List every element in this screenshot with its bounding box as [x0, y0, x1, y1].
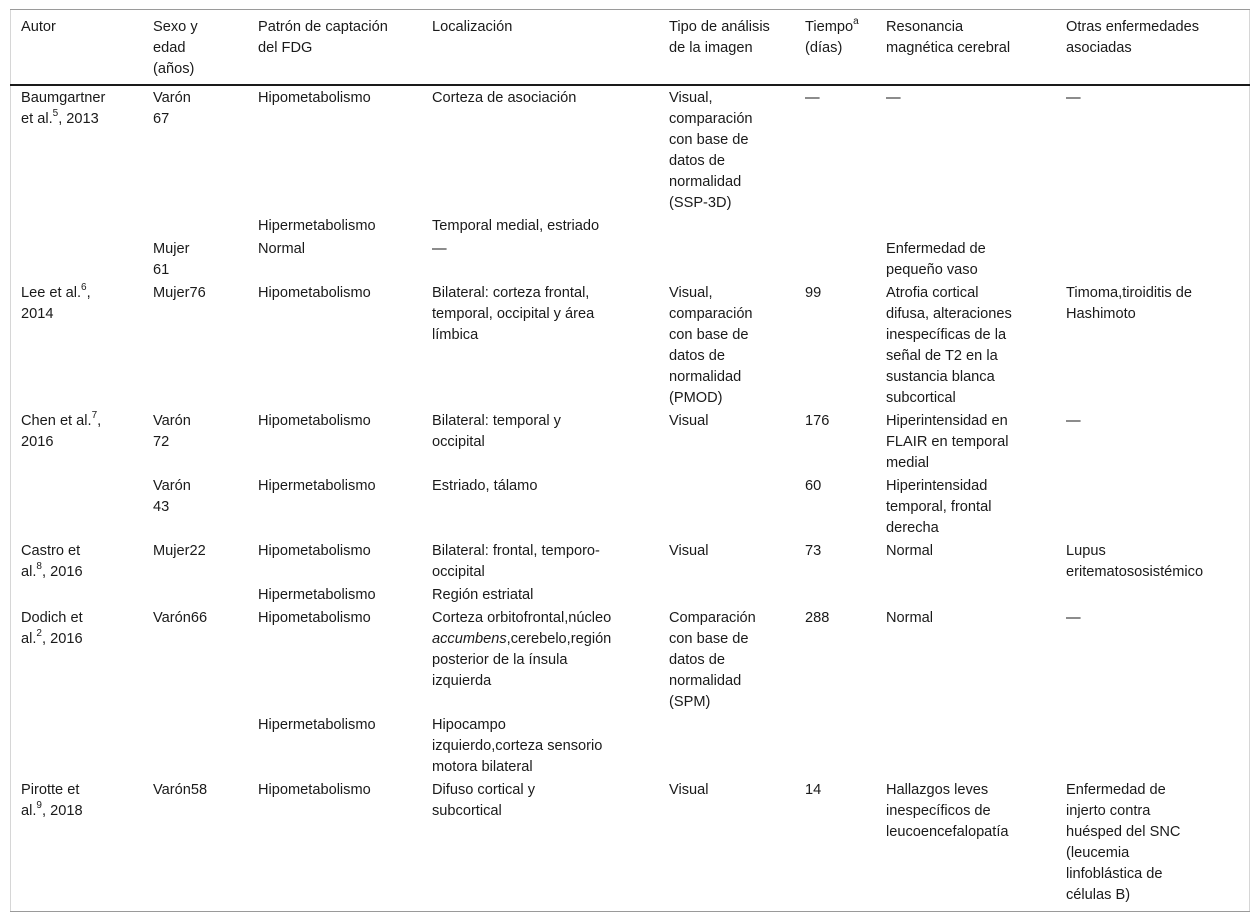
cell-otras-lee: Timoma,tiroiditis de Hashimoto: [1066, 285, 1192, 322]
cell-tipo-castro: Visual: [669, 543, 709, 559]
cell-sexo-baumgartner-2: Mujer 61: [153, 241, 190, 278]
header-localizacion: Localización: [432, 19, 513, 35]
cell-patron-chen-2: Hipermetabolismo: [258, 478, 376, 494]
cell-otras-chen: —: [1066, 413, 1081, 429]
cell-sexo-baumgartner-1: Varón 67: [153, 90, 191, 127]
cell-sexo-dodich: Varón66: [153, 610, 208, 626]
cell-autor-dodich: Dodich et al.$^2$, 2016: [21, 610, 83, 647]
cell-rm-castro: Normal: [886, 543, 934, 559]
cell-tipo-dodich: Comparación con base de datos de normalidad (SPM): [669, 610, 756, 710]
cell-autor-chen: Chen et al.$^7$, 2016: [21, 410, 102, 450]
cell-rm-chen-1: Hiperintensidad en FLAIR en temporal medial: [886, 413, 1009, 471]
cell-patron-castro-1: Hipometabolismo: [258, 543, 371, 559]
header-otras: Otras enfermedades asociadas: [1066, 19, 1200, 56]
cell-loc-baumgartner-3: —: [432, 241, 447, 257]
cell-patron-chen-1: Hipometabolismo: [258, 413, 371, 429]
cell-patron-baumgartner-1: Hipometabolismo: [258, 90, 371, 106]
table: [10, 0, 1250, 924]
cell-loc-baumgartner-2: Temporal medial, estriado: [432, 218, 600, 234]
cell-sexo-castro: Mujer22: [153, 543, 206, 559]
cell-otras-castro: Lupus eritematososistémico: [1066, 543, 1204, 580]
cell-patron-lee: Hipometabolismo: [258, 285, 371, 301]
cell-rm-lee: Atrofia cortical difusa, alteraciones inespecíficas de la señal de T2 en la sustancia blanca subcortical: [886, 285, 1012, 406]
cell-sexo-pirotte: Varón58: [153, 782, 208, 798]
header-resonancia: Resonancia magnética cerebral: [886, 19, 1011, 56]
cell-tipo-baumgartner: Visual, comparación con base de datos de normalidad (SSP-3D): [669, 90, 753, 211]
header-tiempo: Tiempo$^a$ (días): [805, 16, 859, 56]
table-bottom-rule: [10, 911, 1250, 912]
cell-tipo-pirotte: Visual: [669, 782, 709, 798]
cell-loc-baumgartner-1: Corteza de asociación: [432, 90, 577, 106]
cell-otras-dodich: —: [1066, 610, 1081, 626]
cell-loc-dodich-2: Hipocampo izquierdo,corteza sensorio motora bilateral: [432, 717, 603, 775]
cell-loc-castro-2: Región estriatal: [432, 587, 534, 603]
header-tipo-analisis: Tipo de análisis de la imagen: [669, 19, 770, 56]
cell-rm-baumgartner-3: Enfermedad de pequeño vaso: [886, 241, 986, 278]
cell-tiempo-baumgartner: —: [805, 90, 820, 106]
cell-otras-baumgartner: —: [1066, 90, 1081, 106]
cell-autor-baumgartner: Baumgartner et al.$^5$, 2013: [21, 90, 106, 127]
table-header-rule: [10, 84, 1250, 86]
cell-rm-chen-2: Hiperintensidad temporal, frontal derecha: [886, 478, 992, 536]
cell-patron-baumgartner-2: Hipermetabolismo: [258, 218, 376, 234]
cell-tipo-chen: Visual: [669, 413, 709, 429]
cell-tiempo-pirotte: 14: [805, 782, 822, 798]
header-patron: Patrón de captación del FDG: [258, 19, 388, 56]
header-autor: Autor: [21, 19, 56, 35]
cell-tiempo-chen-2: 60: [805, 478, 822, 494]
cell-loc-lee: Bilateral: corteza frontal, temporal, occipital y área límbica: [432, 285, 595, 343]
cell-loc-dodich-1: Corteza orbitofrontal,núcleo accumbens,cerebelo,región posterior de la ínsula izquierda: [432, 610, 612, 689]
cell-sexo-chen-1: Varón 72: [153, 413, 191, 450]
cell-patron-baumgartner-3: Normal: [258, 241, 306, 257]
cell-tiempo-chen-1: 176: [805, 413, 830, 429]
cell-tiempo-lee: 99: [805, 285, 822, 301]
cell-tipo-lee: Visual, comparación con base de datos de normalidad (PMOD): [669, 285, 753, 406]
cell-loc-castro-1: Bilateral: frontal, temporo- occipital: [432, 543, 600, 580]
table-top-rule: [10, 9, 1250, 10]
cell-autor-lee: Lee et al.$^6$, 2014: [21, 282, 91, 322]
table-border-right: [1249, 9, 1250, 912]
cell-patron-dodich-2: Hipermetabolismo: [258, 717, 376, 733]
cell-tiempo-dodich: 288: [805, 610, 830, 626]
cell-rm-dodich: Normal: [886, 610, 934, 626]
table-border-left: [10, 9, 11, 912]
cell-autor-pirotte: Pirotte et al.$^9$, 2018: [21, 782, 83, 819]
cell-sexo-lee: Mujer76: [153, 285, 206, 301]
cell-patron-pirotte: Hipometabolismo: [258, 782, 371, 798]
cell-loc-pirotte: Difuso cortical y subcortical: [432, 782, 535, 819]
cell-rm-baumgartner: —: [886, 90, 901, 106]
cell-patron-castro-2: Hipermetabolismo: [258, 587, 376, 603]
header-sexo-edad: Sexo y edad (años): [153, 19, 198, 77]
cell-sexo-chen-2: Varón 43: [153, 478, 191, 515]
cell-otras-pirotte: Enfermedad de injerto contra huésped del SNC (leucemia linfoblástica de células B): [1066, 782, 1181, 903]
cell-autor-castro: Castro et al.$^8$, 2016: [21, 543, 83, 580]
cell-loc-chen-1: Bilateral: temporal y occipital: [432, 413, 561, 450]
cell-patron-dodich-1: Hipometabolismo: [258, 610, 371, 626]
cell-loc-chen-2: Estriado, tálamo: [432, 478, 538, 494]
cell-rm-pirotte: Hallazgos leves inespecíficos de leucoencefalopatía: [886, 782, 1009, 840]
cell-tiempo-castro: 73: [805, 543, 822, 559]
